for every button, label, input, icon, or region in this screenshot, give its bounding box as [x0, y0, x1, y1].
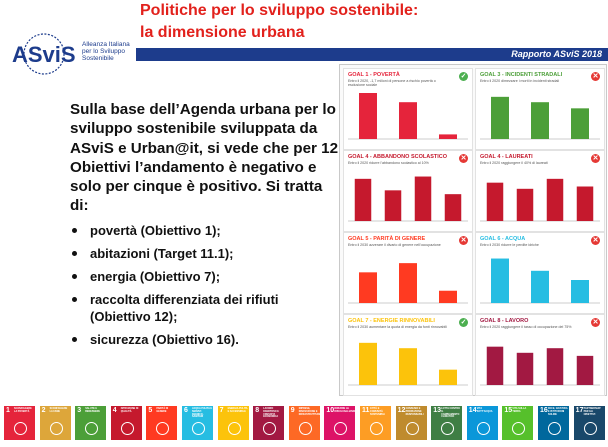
sdg-glyph-icon [512, 422, 525, 435]
sdg-number: 1 [6, 407, 10, 414]
card-bar-chart [480, 335, 600, 391]
sdg-glyph-icon [441, 422, 454, 435]
goal-card [343, 232, 473, 314]
card-title: GOAL 4 - LAUREATI [480, 154, 533, 160]
bullet-item: povertà (Obiettivo 1); [70, 222, 340, 239]
chart-bar [399, 348, 417, 385]
chart-bar [517, 353, 534, 385]
trend-down-icon: ✕ [592, 319, 599, 326]
card-title: GOAL 3 - INCIDENTI STRADALI [480, 72, 563, 78]
sdg-number: 6 [184, 407, 188, 414]
goal-card [343, 68, 473, 150]
trend-down-icon: ✕ [592, 155, 599, 162]
chart-bar [399, 102, 417, 139]
sdg-number: 15 [504, 407, 513, 414]
sdg-number: 8 [255, 407, 260, 414]
sdg-icon [502, 406, 533, 440]
sdg-glyph-icon [156, 422, 169, 435]
sdg-icon [218, 406, 249, 440]
logo-caption-2: per lo Sviluppo [82, 48, 125, 55]
sdg-label: VITA SULLA TERRA [512, 407, 527, 413]
card-bar-chart [480, 89, 600, 145]
sdg-glyph-icon [228, 422, 241, 435]
chart-bar [531, 271, 549, 303]
chart-bar [439, 291, 457, 303]
card-title: GOAL 4 - ABBANDONO SCOLASTICO [348, 154, 448, 160]
chart-bar [531, 102, 549, 139]
bullet-item: abitazioni (Target 11.1); [70, 245, 340, 262]
slide-title [140, 0, 600, 44]
sdg-label: CONSUMO E PRODUZIONE RESPONSABILI [405, 407, 424, 416]
goal-card [343, 314, 473, 396]
goal-card [475, 314, 605, 396]
chart-bar [355, 179, 372, 221]
report-label: Rapporto ASviS 2018 [511, 49, 602, 59]
card-bar-chart [480, 253, 600, 309]
chart-bar [445, 194, 462, 221]
card-title: GOAL 8 - LAVORO [480, 318, 529, 324]
sdg-glyph-icon [263, 422, 276, 435]
sdg-glyph-icon [85, 422, 98, 435]
goal-card [475, 150, 605, 232]
chart-bar [487, 347, 504, 385]
sdg-icon [360, 406, 391, 440]
bullet-list [70, 222, 340, 348]
chart-bar [491, 259, 509, 303]
header-band [136, 48, 608, 61]
main-text [70, 100, 340, 354]
sdg-number: 12 [397, 407, 406, 414]
report-page-image [339, 64, 607, 396]
sdg-label: LOTTA CONTRO IL CAMBIAMENTO CLIMATICO [441, 407, 460, 419]
bullet-item: raccolta differenziata dei rifiuti (Obiettivo 12); [70, 291, 340, 325]
bullet-item: sicurezza (Obiettivo 16). [70, 331, 340, 348]
trend-up-icon: ✓ [460, 319, 467, 326]
bullet-item: energia (Obiettivo 7); [70, 268, 340, 285]
sdg-icon [75, 406, 106, 440]
trend-down-icon: ✕ [592, 73, 599, 80]
sdg-label: LAVORO DIGNITOSO E CRESCITA ECONOMICA [263, 407, 279, 419]
sdg-number: 5 [148, 407, 153, 414]
card-description: Entro il 2020 ridurre l'abbandono scolastico al 10% [348, 161, 429, 165]
sdg-icon [324, 406, 355, 440]
chart-bar [577, 187, 594, 222]
sdg-glyph-icon [370, 422, 383, 435]
sdg-icon [574, 406, 605, 440]
trend-down-icon: ✕ [460, 155, 467, 162]
sdg-number: 3 [77, 407, 82, 414]
sdg-label: IMPRESE, INNOVAZIONE E INFRASTRUTTURE [298, 407, 321, 416]
chart-bar [547, 348, 564, 385]
goal-card [475, 232, 605, 314]
card-bar-chart [348, 171, 468, 227]
trend-down-icon: ✕ [460, 237, 467, 244]
card-description: Entro il 2020, -1,7 milioni di persone a rischio povertà o esclusione sociale [348, 79, 436, 88]
sdg-icon [111, 406, 142, 440]
card-bar-chart [348, 253, 468, 309]
intro-paragraph: Sulla base dell’Agenda urbana per lo sviluppo sostenibile sviluppata da ASviS e Urban@it, si vede che per 12 Obiettivi l’andamento è negativo e solo per cinque è positivo. Si tratta di: [70, 101, 339, 215]
sdg-number: 16 [540, 407, 548, 414]
chart-bar [577, 356, 594, 385]
card-description: Entro il 2030 aumentare la quota di energia da fonti rinnovabili [348, 325, 447, 329]
chart-bar [359, 93, 377, 139]
card-bar-chart [348, 89, 468, 145]
asvis-logo [6, 32, 136, 82]
asvis-logo-mark [6, 32, 136, 82]
sdg-glyph-icon [334, 422, 347, 435]
sdg-label: VITA SOTT'ACQUA [476, 407, 493, 413]
sdg-icon [396, 406, 427, 440]
chart-bar [571, 108, 589, 139]
sdg-icon [253, 406, 284, 440]
sdg-glyph-icon [406, 422, 419, 435]
card-title: GOAL 1 - POVERTÀ [348, 72, 400, 78]
sdg-label: SCONFIGGERE LA POVERTÀ [14, 407, 32, 413]
sdg-number: 17 [575, 407, 584, 414]
sdg-icon [182, 406, 213, 440]
sdg-number: 11 [362, 407, 370, 414]
sdg-glyph-icon [14, 422, 27, 435]
trend-up-icon: ✓ [460, 73, 467, 80]
chart-bar [385, 190, 402, 221]
logo-caption-1: Alleanza Italiana [82, 41, 130, 48]
sdg-number: 2 [41, 407, 46, 414]
sdg-label: PACE, GIUSTIZIA E ISTITUZIONI SOLIDE [548, 407, 568, 416]
sdg-glyph-icon [584, 422, 597, 435]
goal-card [343, 150, 473, 232]
card-description: Entro il 2020 raggiungere il tasso di occupazione del 75% [480, 325, 572, 329]
slide-title-line-1: Politiche per lo sviluppo sostenibile: [140, 2, 419, 19]
card-description: Entro il 2030 ridurre le perdite idriche [480, 243, 539, 247]
sdg-label: ENERGIA PULITA E ACCESSIBILE [227, 407, 248, 413]
chart-bar [359, 272, 377, 303]
sdg-glyph-icon [192, 422, 205, 435]
sdg-label: RIDURRE LE DISUGUAGLIANZE [334, 407, 356, 413]
sdg-icon [431, 406, 462, 440]
chart-bar [399, 263, 417, 303]
logo-caption-3: Sostenibile [82, 55, 114, 62]
card-description: Entro il 2020 dimezzare i morti in incidenti stradali [480, 79, 560, 83]
card-description: Entro il 2030 azzerare il divario di genere nell'occupazione [348, 243, 441, 247]
chart-bar [439, 370, 457, 385]
card-bar-chart [480, 171, 600, 227]
sdg-label: ACQUA PULITA E SERVIZI IGIENICO-SANITARI [192, 407, 212, 419]
card-title: GOAL 6 - ACQUA [480, 236, 526, 242]
sdg-glyph-icon [50, 422, 63, 435]
sdg-number: 13 [433, 407, 441, 414]
sdg-number: 10 [326, 407, 335, 414]
sdg-label: PARTNERSHIP PER GLI OBIETTIVI [583, 407, 601, 416]
sdg-glyph-icon [477, 422, 490, 435]
chart-bar [517, 189, 534, 221]
sdg-icon [40, 406, 71, 440]
sdg-icons-strip [4, 406, 606, 440]
chart-bar [547, 179, 564, 221]
chart-bar [415, 177, 432, 221]
goal-card [475, 68, 605, 150]
sdg-number: 4 [112, 407, 117, 414]
card-title: GOAL 5 - PARITÀ DI GENERE [348, 236, 426, 242]
sdg-icon [146, 406, 177, 440]
chart-bar [359, 343, 377, 385]
sdg-icon [289, 406, 320, 440]
sdg-label: ISTRUZIONE DI QUALITÀ [120, 407, 139, 413]
sdg-icon [538, 406, 569, 440]
trend-down-icon: ✕ [592, 237, 599, 244]
sdg-number: 9 [290, 407, 295, 414]
sdg-glyph-icon [121, 422, 134, 435]
chart-bar [439, 134, 457, 139]
sdg-label: PARITÀ DI GENERE [156, 407, 169, 413]
card-description: Entro il 2020 raggiungere il 40% di laureati [480, 161, 548, 165]
sdg-label: CITTÀ E COMUNITÀ SOSTENIBILI [370, 407, 386, 416]
sdg-icon [4, 406, 35, 440]
sdg-icon [467, 406, 498, 440]
chart-bar [491, 97, 509, 139]
chart-bar [487, 183, 504, 221]
logo-text: ASviS [12, 42, 76, 67]
sdg-glyph-icon [299, 422, 312, 435]
sdg-label: SCONFIGGERE LA FAME [49, 407, 68, 413]
card-bar-chart [348, 335, 468, 391]
sdg-glyph-icon [548, 422, 561, 435]
sdg-number: 7 [219, 407, 224, 414]
chart-bar [571, 280, 589, 303]
sdg-number: 14 [468, 407, 477, 414]
sdg-label: SALUTE E BENESSERE [85, 407, 100, 413]
slide-title-line-2: la dimensione urbana [140, 24, 305, 41]
card-title: GOAL 7 - ENERGIE RINNOVABILI [348, 318, 435, 324]
